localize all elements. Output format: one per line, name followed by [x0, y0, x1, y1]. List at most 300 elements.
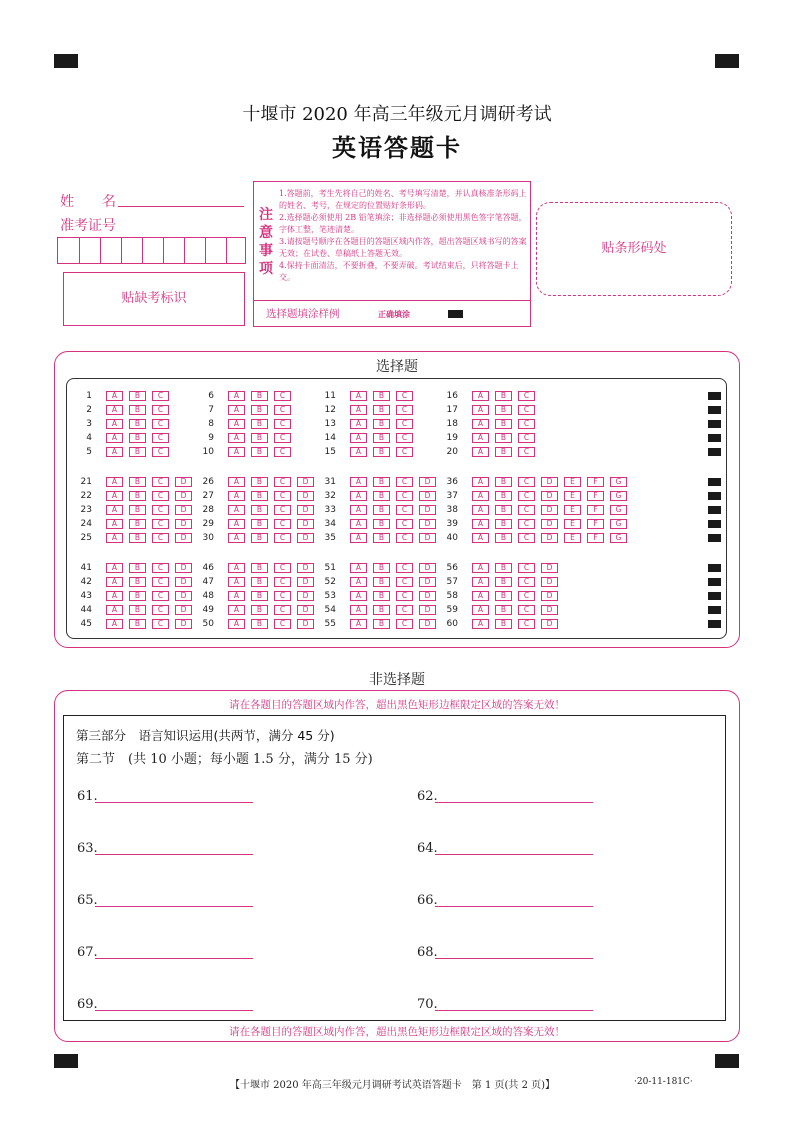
option-bubble[interactable]: D [419, 519, 436, 529]
option-bubble[interactable]: B [373, 591, 390, 601]
option-bubble[interactable]: C [396, 605, 413, 615]
option-bubble[interactable]: B [373, 577, 390, 587]
option-bubble[interactable]: C [274, 619, 291, 629]
exam-id-grid[interactable] [57, 237, 246, 264]
option-bubble[interactable]: A [228, 577, 245, 587]
option-bubble[interactable]: C [518, 419, 535, 429]
option-bubble[interactable]: C [396, 519, 413, 529]
option-bubble[interactable]: F [587, 505, 604, 515]
notice-box [253, 181, 531, 327]
option-bubble[interactable]: D [297, 491, 314, 501]
option-bubble[interactable]: B [373, 505, 390, 515]
exam-id-cell[interactable] [100, 238, 121, 264]
option-bubble[interactable]: A [106, 491, 123, 501]
exam-id-cell[interactable] [184, 238, 205, 264]
exam-id-cell[interactable] [121, 238, 142, 264]
option-bubble[interactable]: B [251, 491, 268, 501]
option-bubble[interactable]: D [419, 563, 436, 573]
option-bubble[interactable]: C [152, 605, 169, 615]
option-bubble[interactable]: A [472, 447, 489, 457]
answer-line-66[interactable] [435, 906, 593, 907]
option-bubble[interactable]: B [495, 605, 512, 615]
question-number: 39 [446, 519, 458, 529]
option-bubble[interactable]: A [472, 405, 489, 415]
option-bubble[interactable]: A [350, 419, 367, 429]
question-number: 35 [324, 533, 336, 543]
option-bubble[interactable]: D [541, 505, 558, 515]
option-bubble[interactable]: C [396, 591, 413, 601]
option-bubble[interactable]: C [274, 505, 291, 515]
option-bubble[interactable]: A [106, 533, 123, 543]
notice-items [279, 188, 527, 283]
option-bubble[interactable]: A [106, 477, 123, 487]
question-label-63: 63. [77, 841, 98, 856]
option-bubble[interactable]: B [495, 447, 512, 457]
option-bubble[interactable]: D [541, 519, 558, 529]
option-bubble[interactable]: C [518, 619, 535, 629]
option-bubble[interactable]: A [350, 433, 367, 443]
option-bubble[interactable]: C [274, 563, 291, 573]
option-bubble[interactable]: D [419, 505, 436, 515]
option-bubble[interactable]: B [495, 591, 512, 601]
option-bubble[interactable]: B [251, 419, 268, 429]
option-bubble[interactable]: B [373, 619, 390, 629]
option-bubble[interactable]: B [129, 619, 146, 629]
option-bubble[interactable]: C [152, 563, 169, 573]
question-number: 22 [80, 491, 92, 501]
option-bubble[interactable]: A [350, 405, 367, 415]
option-bubble[interactable]: B [251, 577, 268, 587]
option-bubble[interactable]: D [541, 491, 558, 501]
question-number: 23 [80, 505, 92, 515]
question-number: 19 [446, 433, 458, 443]
option-bubble[interactable]: D [175, 505, 192, 515]
nonchoice-section-title: 非选择题 [369, 672, 425, 688]
timing-mark [708, 534, 721, 542]
option-bubble[interactable]: B [495, 577, 512, 587]
option-bubble[interactable]: A [106, 447, 123, 457]
option-bubble[interactable]: C [396, 405, 413, 415]
option-bubble[interactable]: B [251, 619, 268, 629]
question-number: 60 [446, 619, 458, 629]
option-bubble[interactable]: B [251, 391, 268, 401]
answer-line-68[interactable] [435, 958, 593, 959]
option-bubble[interactable]: B [373, 491, 390, 501]
option-bubble[interactable]: C [518, 563, 535, 573]
option-bubble[interactable]: D [297, 563, 314, 573]
option-bubble[interactable]: A [472, 533, 489, 543]
option-bubble[interactable]: B [373, 533, 390, 543]
question-number: 26 [202, 477, 214, 487]
option-bubble[interactable]: A [350, 577, 367, 587]
exam-id-cell[interactable] [142, 238, 163, 264]
option-bubble[interactable]: C [274, 477, 291, 487]
option-bubble[interactable]: D [541, 605, 558, 615]
option-bubble[interactable]: B [373, 519, 390, 529]
option-bubble[interactable]: B [129, 533, 146, 543]
exam-id-cell[interactable] [205, 238, 226, 264]
option-bubble[interactable]: E [564, 533, 581, 543]
option-bubble[interactable]: D [297, 577, 314, 587]
option-bubble[interactable]: A [106, 505, 123, 515]
exam-id-cell[interactable] [79, 238, 100, 264]
option-bubble[interactable]: A [350, 591, 367, 601]
option-bubble[interactable]: E [564, 505, 581, 515]
question-number: 52 [324, 577, 336, 587]
option-bubble[interactable]: D [297, 477, 314, 487]
option-bubble[interactable]: D [541, 619, 558, 629]
option-bubble[interactable]: B [373, 433, 390, 443]
option-bubble[interactable]: A [228, 419, 245, 429]
option-bubble[interactable]: B [251, 591, 268, 601]
option-bubble[interactable]: A [106, 419, 123, 429]
option-bubble[interactable]: A [472, 591, 489, 601]
option-bubble[interactable]: C [518, 477, 535, 487]
answer-line-67[interactable] [95, 958, 253, 959]
question-number: 7 [208, 405, 214, 415]
option-bubble[interactable]: A [228, 391, 245, 401]
option-bubble[interactable]: A [350, 447, 367, 457]
choice-section-title: 选择题 [376, 359, 418, 375]
option-bubble[interactable]: A [472, 519, 489, 529]
notice-item: 3.请按题号顺序在各题目的答题区域内作答，超出答题区域书写的答案无效；在试卷、草稿纸上答题无效。 [279, 237, 527, 258]
option-bubble[interactable]: A [228, 447, 245, 457]
option-bubble[interactable]: B [251, 505, 268, 515]
option-bubble[interactable]: C [396, 419, 413, 429]
option-bubble[interactable]: G [610, 519, 627, 529]
option-bubble[interactable]: C [518, 391, 535, 401]
option-bubble[interactable]: C [274, 447, 291, 457]
option-bubble[interactable]: B [129, 519, 146, 529]
option-bubble[interactable]: G [610, 505, 627, 515]
option-bubble[interactable]: C [152, 519, 169, 529]
option-bubble[interactable]: C [518, 491, 535, 501]
option-bubble[interactable]: B [129, 563, 146, 573]
notice-item: 4.保持卡面清洁，不要折叠，不要弄破。考试结束后，只将答题卡上交。 [279, 261, 519, 282]
question-number: 30 [202, 533, 214, 543]
option-bubble[interactable]: A [472, 433, 489, 443]
option-bubble[interactable]: B [129, 391, 146, 401]
option-bubble[interactable]: A [350, 505, 367, 515]
option-bubble[interactable]: D [175, 619, 192, 629]
option-bubble[interactable]: A [106, 563, 123, 573]
option-bubble[interactable]: D [175, 591, 192, 601]
option-bubble[interactable]: B [373, 391, 390, 401]
option-bubble[interactable]: B [495, 433, 512, 443]
option-bubble[interactable]: A [472, 577, 489, 587]
option-bubble[interactable]: A [228, 533, 245, 543]
answer-line-65[interactable] [95, 906, 253, 907]
option-bubble[interactable]: C [274, 391, 291, 401]
question-number: 49 [202, 605, 214, 615]
option-bubble[interactable]: B [129, 591, 146, 601]
answer-line-62[interactable] [435, 802, 593, 803]
option-bubble[interactable]: E [564, 519, 581, 529]
option-bubble[interactable]: B [373, 477, 390, 487]
option-bubble[interactable]: A [106, 605, 123, 615]
option-bubble[interactable]: A [472, 619, 489, 629]
question-number: 57 [446, 577, 458, 587]
option-bubble[interactable]: C [396, 477, 413, 487]
option-bubble[interactable]: C [396, 577, 413, 587]
option-bubble[interactable]: G [610, 533, 627, 543]
option-bubble[interactable]: C [518, 605, 535, 615]
option-bubble[interactable]: A [350, 619, 367, 629]
option-bubble[interactable]: D [419, 591, 436, 601]
option-bubble[interactable]: A [106, 391, 123, 401]
option-bubble[interactable]: B [129, 605, 146, 615]
option-bubble[interactable]: C [274, 533, 291, 543]
option-bubble[interactable]: F [587, 519, 604, 529]
option-bubble[interactable]: D [297, 605, 314, 615]
option-bubble[interactable]: D [541, 563, 558, 573]
option-bubble[interactable]: D [419, 577, 436, 587]
option-bubble[interactable]: C [274, 491, 291, 501]
option-bubble[interactable]: C [152, 419, 169, 429]
option-bubble[interactable]: B [495, 505, 512, 515]
option-bubble[interactable]: C [152, 505, 169, 515]
option-bubble[interactable]: B [495, 519, 512, 529]
option-bubble[interactable]: C [152, 447, 169, 457]
option-bubble[interactable]: C [396, 563, 413, 573]
option-bubble[interactable]: D [175, 477, 192, 487]
option-bubble[interactable]: C [396, 505, 413, 515]
question-label-68: 68. [417, 945, 438, 960]
option-bubble[interactable]: F [587, 533, 604, 543]
option-bubble[interactable]: A [472, 505, 489, 515]
option-bubble[interactable]: A [472, 391, 489, 401]
option-bubble[interactable]: B [129, 405, 146, 415]
notice-heading: 注 意 事 项 [259, 207, 273, 277]
option-bubble[interactable]: C [152, 433, 169, 443]
question-number: 8 [208, 419, 214, 429]
option-bubble[interactable]: B [251, 563, 268, 573]
option-bubble[interactable]: C [152, 391, 169, 401]
option-bubble[interactable]: B [129, 577, 146, 587]
option-bubble[interactable]: B [129, 505, 146, 515]
answer-line-64[interactable] [435, 854, 593, 855]
option-bubble[interactable]: D [175, 533, 192, 543]
question-number: 13 [324, 419, 336, 429]
option-bubble[interactable]: C [274, 405, 291, 415]
question-number: 37 [446, 491, 458, 501]
option-bubble[interactable]: B [373, 405, 390, 415]
option-bubble[interactable]: B [495, 405, 512, 415]
option-bubble[interactable]: C [274, 519, 291, 529]
option-bubble[interactable]: D [297, 591, 314, 601]
option-bubble[interactable]: D [419, 605, 436, 615]
exam-id-cell[interactable] [226, 238, 247, 264]
option-bubble[interactable]: A [350, 491, 367, 501]
option-bubble[interactable]: C [518, 505, 535, 515]
option-bubble[interactable]: D [175, 605, 192, 615]
option-bubble[interactable]: B [251, 433, 268, 443]
option-bubble[interactable]: C [274, 605, 291, 615]
question-number: 45 [80, 619, 92, 629]
option-bubble[interactable]: C [152, 491, 169, 501]
option-bubble[interactable]: B [251, 605, 268, 615]
option-bubble[interactable]: C [518, 533, 535, 543]
option-bubble[interactable]: A [106, 433, 123, 443]
option-bubble[interactable]: E [564, 491, 581, 501]
question-number: 53 [324, 591, 336, 601]
option-bubble[interactable]: C [396, 619, 413, 629]
option-bubble[interactable]: C [518, 447, 535, 457]
option-bubble[interactable]: B [129, 433, 146, 443]
option-bubble[interactable]: D [175, 563, 192, 573]
option-bubble[interactable]: A [228, 591, 245, 601]
option-bubble[interactable]: A [472, 419, 489, 429]
question-number: 55 [324, 619, 336, 629]
option-bubble[interactable]: A [106, 619, 123, 629]
question-number: 38 [446, 505, 458, 515]
option-bubble[interactable]: B [495, 619, 512, 629]
option-bubble[interactable]: G [610, 491, 627, 501]
option-bubble[interactable]: D [297, 505, 314, 515]
option-bubble[interactable]: A [472, 477, 489, 487]
option-bubble[interactable]: D [419, 477, 436, 487]
option-bubble[interactable]: D [297, 533, 314, 543]
timing-mark [708, 592, 721, 600]
option-bubble[interactable]: A [228, 433, 245, 443]
name-field[interactable] [118, 206, 244, 207]
option-bubble[interactable]: A [350, 563, 367, 573]
option-bubble[interactable]: D [175, 519, 192, 529]
option-bubble[interactable]: D [175, 491, 192, 501]
option-bubble[interactable]: D [297, 619, 314, 629]
option-bubble[interactable]: A [350, 519, 367, 529]
option-bubble[interactable]: C [518, 519, 535, 529]
option-bubble[interactable]: C [396, 391, 413, 401]
option-bubble[interactable]: D [419, 491, 436, 501]
timing-mark [708, 492, 721, 500]
option-bubble[interactable]: C [274, 591, 291, 601]
option-bubble[interactable]: A [106, 577, 123, 587]
option-bubble[interactable]: D [175, 577, 192, 587]
option-bubble[interactable]: B [373, 605, 390, 615]
question-number: 51 [324, 563, 336, 573]
option-bubble[interactable]: A [472, 491, 489, 501]
option-bubble[interactable]: A [228, 405, 245, 415]
option-bubble[interactable]: B [129, 419, 146, 429]
part-title: 第三部分 语言知识运用(共两节，满分 45 分) [76, 728, 335, 743]
option-bubble[interactable]: C [518, 591, 535, 601]
option-bubble[interactable]: A [228, 477, 245, 487]
question-number: 27 [202, 491, 214, 501]
option-bubble[interactable]: B [129, 477, 146, 487]
option-bubble[interactable]: F [587, 477, 604, 487]
option-bubble[interactable]: A [228, 563, 245, 573]
barcode-label: 贴条形码处 [601, 241, 667, 256]
question-number: 11 [324, 391, 336, 401]
option-bubble[interactable]: B [251, 405, 268, 415]
question-number: 44 [80, 605, 92, 615]
option-bubble[interactable]: D [541, 477, 558, 487]
option-bubble[interactable]: B [129, 491, 146, 501]
option-bubble[interactable]: D [541, 533, 558, 543]
option-bubble[interactable]: A [350, 605, 367, 615]
option-bubble[interactable]: C [152, 619, 169, 629]
question-label-70: 70. [417, 997, 438, 1012]
option-bubble[interactable]: A [350, 533, 367, 543]
question-number: 5 [86, 447, 92, 457]
option-bubble[interactable]: B [495, 491, 512, 501]
footer-text: 【十堰市 2020 年高三年级元月调研考试英语答题卡 第 1 页(共 2 页)】 [230, 1080, 556, 1091]
option-bubble[interactable]: C [152, 591, 169, 601]
option-bubble[interactable]: B [129, 447, 146, 457]
answer-line-70[interactable] [435, 1010, 593, 1011]
option-bubble[interactable]: C [396, 491, 413, 501]
question-label-62: 62. [417, 789, 438, 804]
option-bubble[interactable]: A [228, 519, 245, 529]
option-bubble[interactable]: C [152, 533, 169, 543]
option-bubble[interactable]: C [518, 405, 535, 415]
option-bubble[interactable]: E [564, 477, 581, 487]
option-bubble[interactable]: B [373, 447, 390, 457]
option-bubble[interactable]: D [297, 519, 314, 529]
option-bubble[interactable]: A [106, 519, 123, 529]
answer-line-61[interactable] [95, 802, 253, 803]
option-bubble[interactable]: C [274, 577, 291, 587]
option-bubble[interactable]: C [518, 577, 535, 587]
option-bubble[interactable]: C [152, 405, 169, 415]
barcode-area [536, 202, 732, 296]
option-bubble[interactable]: A [228, 605, 245, 615]
option-bubble[interactable]: A [472, 605, 489, 615]
option-bubble[interactable]: C [274, 433, 291, 443]
exam-title: 十堰市 2020 年高三年级元月调研考试 [242, 104, 552, 125]
option-bubble[interactable]: A [228, 491, 245, 501]
option-bubble[interactable]: F [587, 491, 604, 501]
answer-line-69[interactable] [95, 1010, 253, 1011]
option-bubble[interactable]: C [396, 447, 413, 457]
option-bubble[interactable]: A [228, 619, 245, 629]
option-bubble[interactable]: C [518, 433, 535, 443]
option-bubble[interactable]: A [472, 563, 489, 573]
option-bubble[interactable]: B [251, 519, 268, 529]
option-bubble[interactable]: A [106, 591, 123, 601]
option-bubble[interactable]: A [228, 505, 245, 515]
option-bubble[interactable]: B [251, 533, 268, 543]
option-bubble[interactable]: B [495, 477, 512, 487]
option-bubble[interactable]: A [106, 405, 123, 415]
option-bubble[interactable]: C [396, 433, 413, 443]
option-bubble[interactable]: C [274, 419, 291, 429]
exam-id-cell[interactable] [163, 238, 184, 264]
question-number: 46 [202, 563, 214, 573]
option-bubble[interactable]: B [251, 477, 268, 487]
option-bubble[interactable]: C [152, 577, 169, 587]
option-bubble[interactable]: C [152, 477, 169, 487]
option-bubble[interactable]: G [610, 477, 627, 487]
option-bubble[interactable]: D [541, 577, 558, 587]
option-bubble[interactable]: A [350, 477, 367, 487]
option-bubble[interactable]: C [396, 533, 413, 543]
option-bubble[interactable]: A [350, 391, 367, 401]
option-bubble[interactable]: B [495, 563, 512, 573]
option-bubble[interactable]: B [251, 447, 268, 457]
option-bubble[interactable]: B [373, 419, 390, 429]
option-bubble[interactable]: D [541, 591, 558, 601]
option-bubble[interactable]: D [419, 619, 436, 629]
answer-line-63[interactable] [95, 854, 253, 855]
exam-id-label: 准考证号 [60, 218, 116, 234]
option-bubble[interactable]: B [495, 419, 512, 429]
option-bubble[interactable]: B [495, 533, 512, 543]
option-bubble[interactable]: D [419, 533, 436, 543]
option-bubble[interactable]: B [373, 563, 390, 573]
option-bubble[interactable]: B [495, 391, 512, 401]
